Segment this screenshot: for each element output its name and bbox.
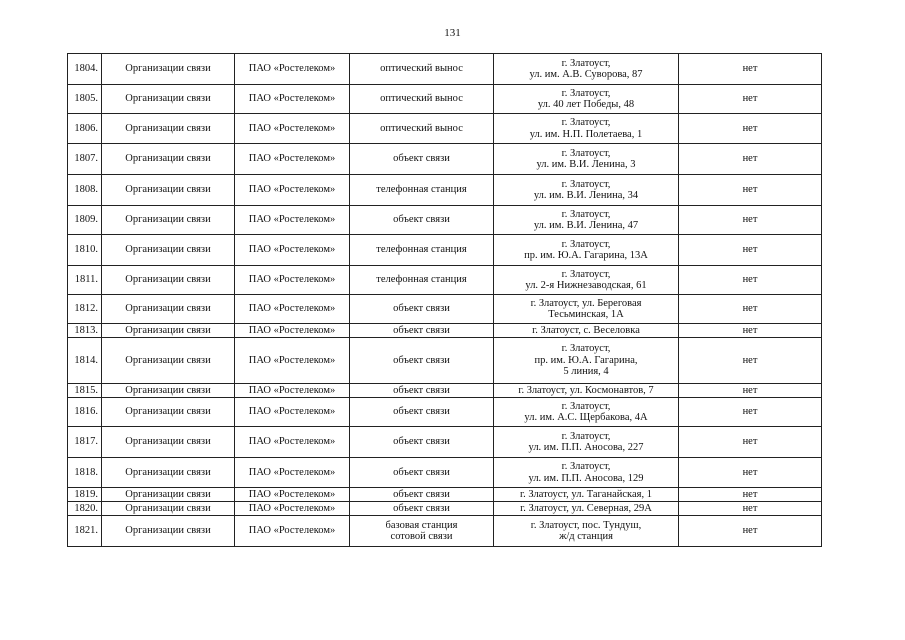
address-cell-line: г. Златоуст, с. Веселовка: [532, 324, 640, 336]
address-cell-line: г. Златоуст, ул. Таганайская, 1: [520, 488, 652, 500]
address-cell-line: пр. им. Ю.А. Гагарина, 13А: [524, 250, 648, 261]
address-cell: [494, 85, 679, 114]
owner-cell: ПАО «Ростелеком»: [235, 54, 350, 85]
category-cell: Организации связи: [102, 324, 235, 338]
address-cell-line: г. Златоуст,: [561, 147, 611, 159]
table-row: [68, 427, 822, 458]
object-cell: [350, 398, 494, 427]
owner-cell: ПАО «Ростелеком»: [235, 206, 350, 235]
category-cell: Организации связи: [102, 206, 235, 235]
object-cell-line: оптический вынос: [380, 63, 463, 75]
address-cell: [494, 144, 679, 175]
address-cell-line: г. Златоуст,: [561, 461, 611, 472]
address-cell-line: г. Златоуст,: [561, 400, 611, 412]
address-cell-line: ул. им. А.В. Суворова, 87: [529, 69, 643, 80]
object-cell: [350, 488, 494, 502]
object-cell: [350, 175, 494, 206]
row-number: 1806.: [68, 114, 102, 144]
object-cell-line: объект связи: [393, 303, 450, 315]
object-cell-line: объект связи: [393, 153, 450, 165]
address-cell-line: ул. 2-я Нижнезаводская, 61: [525, 280, 647, 291]
category-cell: Организации связи: [102, 502, 235, 516]
object-cell-line: базовая станция: [385, 519, 458, 531]
address-cell: [494, 502, 679, 516]
row-number: 1812.: [68, 295, 102, 324]
address-cell-line: ул. им. П.П. Аносова, 227: [528, 442, 644, 453]
table-row: [68, 458, 822, 488]
status-cell: нет: [679, 175, 822, 206]
row-number: 1808.: [68, 175, 102, 206]
object-cell: [350, 427, 494, 458]
row-number: 1817.: [68, 427, 102, 458]
address-cell-line: ул. им. В.И. Ленина, 3: [536, 159, 636, 170]
table-row: [68, 144, 822, 175]
row-number: 1807.: [68, 144, 102, 175]
status-cell: нет: [679, 266, 822, 295]
table-row: [68, 206, 822, 235]
table-row: [68, 516, 822, 547]
category-cell: Организации связи: [102, 516, 235, 547]
address-cell-line: г. Златоуст, ул. Береговая: [530, 297, 642, 309]
object-cell-line: объект связи: [393, 324, 450, 336]
status-cell: нет: [679, 206, 822, 235]
address-cell-line: г. Златоуст,: [561, 343, 611, 355]
address-cell-line: пр. им. Ю.А. Гагарина,: [534, 354, 638, 366]
category-cell: Организации связи: [102, 235, 235, 266]
object-cell-line: объект связи: [393, 488, 450, 500]
category-cell: Организации связи: [102, 85, 235, 114]
status-cell: нет: [679, 502, 822, 516]
address-cell-line: ул. 40 лет Победы, 48: [537, 99, 635, 110]
row-number: 1816.: [68, 398, 102, 427]
address-cell-line: ул. им. П.П. Аносова, 129: [528, 472, 644, 484]
object-cell-line: объект связи: [393, 502, 450, 514]
object-cell: [350, 338, 494, 384]
address-cell: [494, 384, 679, 398]
table-body: [68, 54, 822, 547]
object-cell-line: объект связи: [393, 406, 450, 418]
table-row: [68, 398, 822, 427]
address-cell-line: г. Златоуст, пос. Тундуш,: [530, 519, 642, 531]
category-cell: Организации связи: [102, 427, 235, 458]
object-cell: [350, 144, 494, 175]
object-cell: [350, 295, 494, 324]
address-cell: [494, 266, 679, 295]
address-cell-line: ул. им. В.И. Ленина, 34: [533, 190, 639, 201]
status-cell: нет: [679, 85, 822, 114]
object-cell: [350, 384, 494, 398]
address-cell-line: ул. им. А.С. Щербакова, 4А: [524, 412, 648, 423]
table-row: [68, 54, 822, 85]
status-cell: нет: [679, 384, 822, 398]
owner-cell: ПАО «Ростелеком»: [235, 398, 350, 427]
page-number: 131: [444, 27, 461, 39]
row-number: 1819.: [68, 488, 102, 502]
status-cell: нет: [679, 338, 822, 384]
address-cell: [494, 427, 679, 458]
address-cell-line: г. Златоуст, ул. Космонавтов, 7: [518, 384, 654, 396]
category-cell: Организации связи: [102, 458, 235, 488]
object-cell: [350, 458, 494, 488]
status-cell: нет: [679, 295, 822, 324]
object-cell: [350, 516, 494, 547]
status-cell: нет: [679, 114, 822, 144]
owner-cell: ПАО «Ростелеком»: [235, 516, 350, 547]
address-cell-line: г. Златоуст,: [561, 87, 611, 99]
address-cell-line: г. Златоуст,: [561, 238, 611, 250]
table-row: [68, 266, 822, 295]
address-cell: [494, 458, 679, 488]
category-cell: Организации связи: [102, 488, 235, 502]
table-row: [68, 338, 822, 384]
status-cell: нет: [679, 324, 822, 338]
owner-cell: ПАО «Ростелеком»: [235, 338, 350, 384]
owner-cell: ПАО «Ростелеком»: [235, 427, 350, 458]
owner-cell: ПАО «Ростелеком»: [235, 114, 350, 144]
category-cell: Организации связи: [102, 384, 235, 398]
object-cell-line: телефонная станция: [376, 184, 467, 196]
address-cell-line: ул. им. В.И. Ленина, 47: [533, 220, 639, 231]
category-cell: Организации связи: [102, 338, 235, 384]
table-row: [68, 85, 822, 114]
address-cell-line: г. Златоуст,: [561, 178, 611, 190]
status-cell: нет: [679, 144, 822, 175]
address-cell: [494, 324, 679, 338]
object-cell: [350, 324, 494, 338]
row-number: 1815.: [68, 384, 102, 398]
address-cell: [494, 235, 679, 266]
address-cell-line: ж/д станция: [559, 531, 613, 542]
status-cell: нет: [679, 458, 822, 488]
address-cell: [494, 295, 679, 324]
address-cell: [494, 338, 679, 384]
row-number: 1821.: [68, 516, 102, 547]
object-cell: [350, 54, 494, 85]
status-cell: нет: [679, 235, 822, 266]
object-cell: [350, 266, 494, 295]
status-cell: нет: [679, 516, 822, 547]
table-row: [68, 324, 822, 338]
object-cell-line: оптический вынос: [380, 122, 463, 134]
object-cell: [350, 502, 494, 516]
address-cell-line: г. Златоуст,: [561, 57, 611, 69]
owner-cell: ПАО «Ростелеком»: [235, 324, 350, 338]
address-cell: [494, 516, 679, 547]
registry-table: [67, 53, 822, 547]
row-number: 1805.: [68, 85, 102, 114]
table-row: [68, 235, 822, 266]
table-row: [68, 295, 822, 324]
address-cell-line: г. Златоуст,: [561, 430, 611, 442]
address-cell: [494, 398, 679, 427]
address-cell-line: г. Златоуст, ул. Северная, 29А: [520, 502, 652, 514]
address-cell-line: ул. им. Н.П. Полетаева, 1: [529, 128, 643, 140]
status-cell: нет: [679, 427, 822, 458]
table-row: [68, 114, 822, 144]
address-cell: [494, 206, 679, 235]
owner-cell: ПАО «Ростелеком»: [235, 144, 350, 175]
address-cell-line: г. Златоуст,: [561, 117, 611, 128]
address-cell: [494, 114, 679, 144]
category-cell: Организации связи: [102, 144, 235, 175]
category-cell: Организации связи: [102, 175, 235, 206]
object-cell-line: объект связи: [393, 214, 450, 226]
table-row: [68, 502, 822, 516]
owner-cell: ПАО «Ростелеком»: [235, 235, 350, 266]
table-row: [68, 175, 822, 206]
address-cell: [494, 175, 679, 206]
owner-cell: ПАО «Ростелеком»: [235, 175, 350, 206]
category-cell: Организации связи: [102, 398, 235, 427]
table-row: [68, 488, 822, 502]
object-cell-line: объект связи: [393, 384, 450, 396]
object-cell-line: объект связи: [393, 466, 450, 478]
owner-cell: ПАО «Ростелеком»: [235, 502, 350, 516]
owner-cell: ПАО «Ростелеком»: [235, 458, 350, 488]
object-cell: [350, 85, 494, 114]
row-number: 1813.: [68, 324, 102, 338]
owner-cell: ПАО «Ростелеком»: [235, 266, 350, 295]
row-number: 1804.: [68, 54, 102, 85]
address-cell-line: г. Златоуст,: [561, 268, 611, 280]
row-number: 1820.: [68, 502, 102, 516]
owner-cell: ПАО «Ростелеком»: [235, 488, 350, 502]
status-cell: нет: [679, 398, 822, 427]
object-cell: [350, 206, 494, 235]
object-cell-line: телефонная станция: [376, 274, 467, 286]
address-cell: [494, 488, 679, 502]
object-cell: [350, 235, 494, 266]
address-cell-line: 5 линия, 4: [563, 366, 609, 378]
row-number: 1809.: [68, 206, 102, 235]
category-cell: Организации связи: [102, 266, 235, 295]
row-number: 1810.: [68, 235, 102, 266]
row-number: 1818.: [68, 458, 102, 488]
address-cell: [494, 54, 679, 85]
address-cell-line: г. Златоуст,: [561, 208, 611, 220]
table-row: [68, 384, 822, 398]
object-cell-line: объект связи: [393, 354, 450, 366]
category-cell: Организации связи: [102, 295, 235, 324]
object-cell-line: объект связи: [393, 436, 450, 448]
row-number: 1811.: [68, 266, 102, 295]
row-number: 1814.: [68, 338, 102, 384]
status-cell: нет: [679, 54, 822, 85]
object-cell: [350, 114, 494, 144]
category-cell: Организации связи: [102, 114, 235, 144]
object-cell-line: оптический вынос: [380, 93, 463, 105]
address-cell-line: Тесьминская, 1А: [548, 309, 624, 320]
object-cell-line: телефонная станция: [376, 244, 467, 256]
category-cell: Организации связи: [102, 54, 235, 85]
object-cell-line: сотовой связи: [390, 531, 453, 542]
owner-cell: ПАО «Ростелеком»: [235, 384, 350, 398]
owner-cell: ПАО «Ростелеком»: [235, 295, 350, 324]
owner-cell: ПАО «Ростелеком»: [235, 85, 350, 114]
status-cell: нет: [679, 488, 822, 502]
